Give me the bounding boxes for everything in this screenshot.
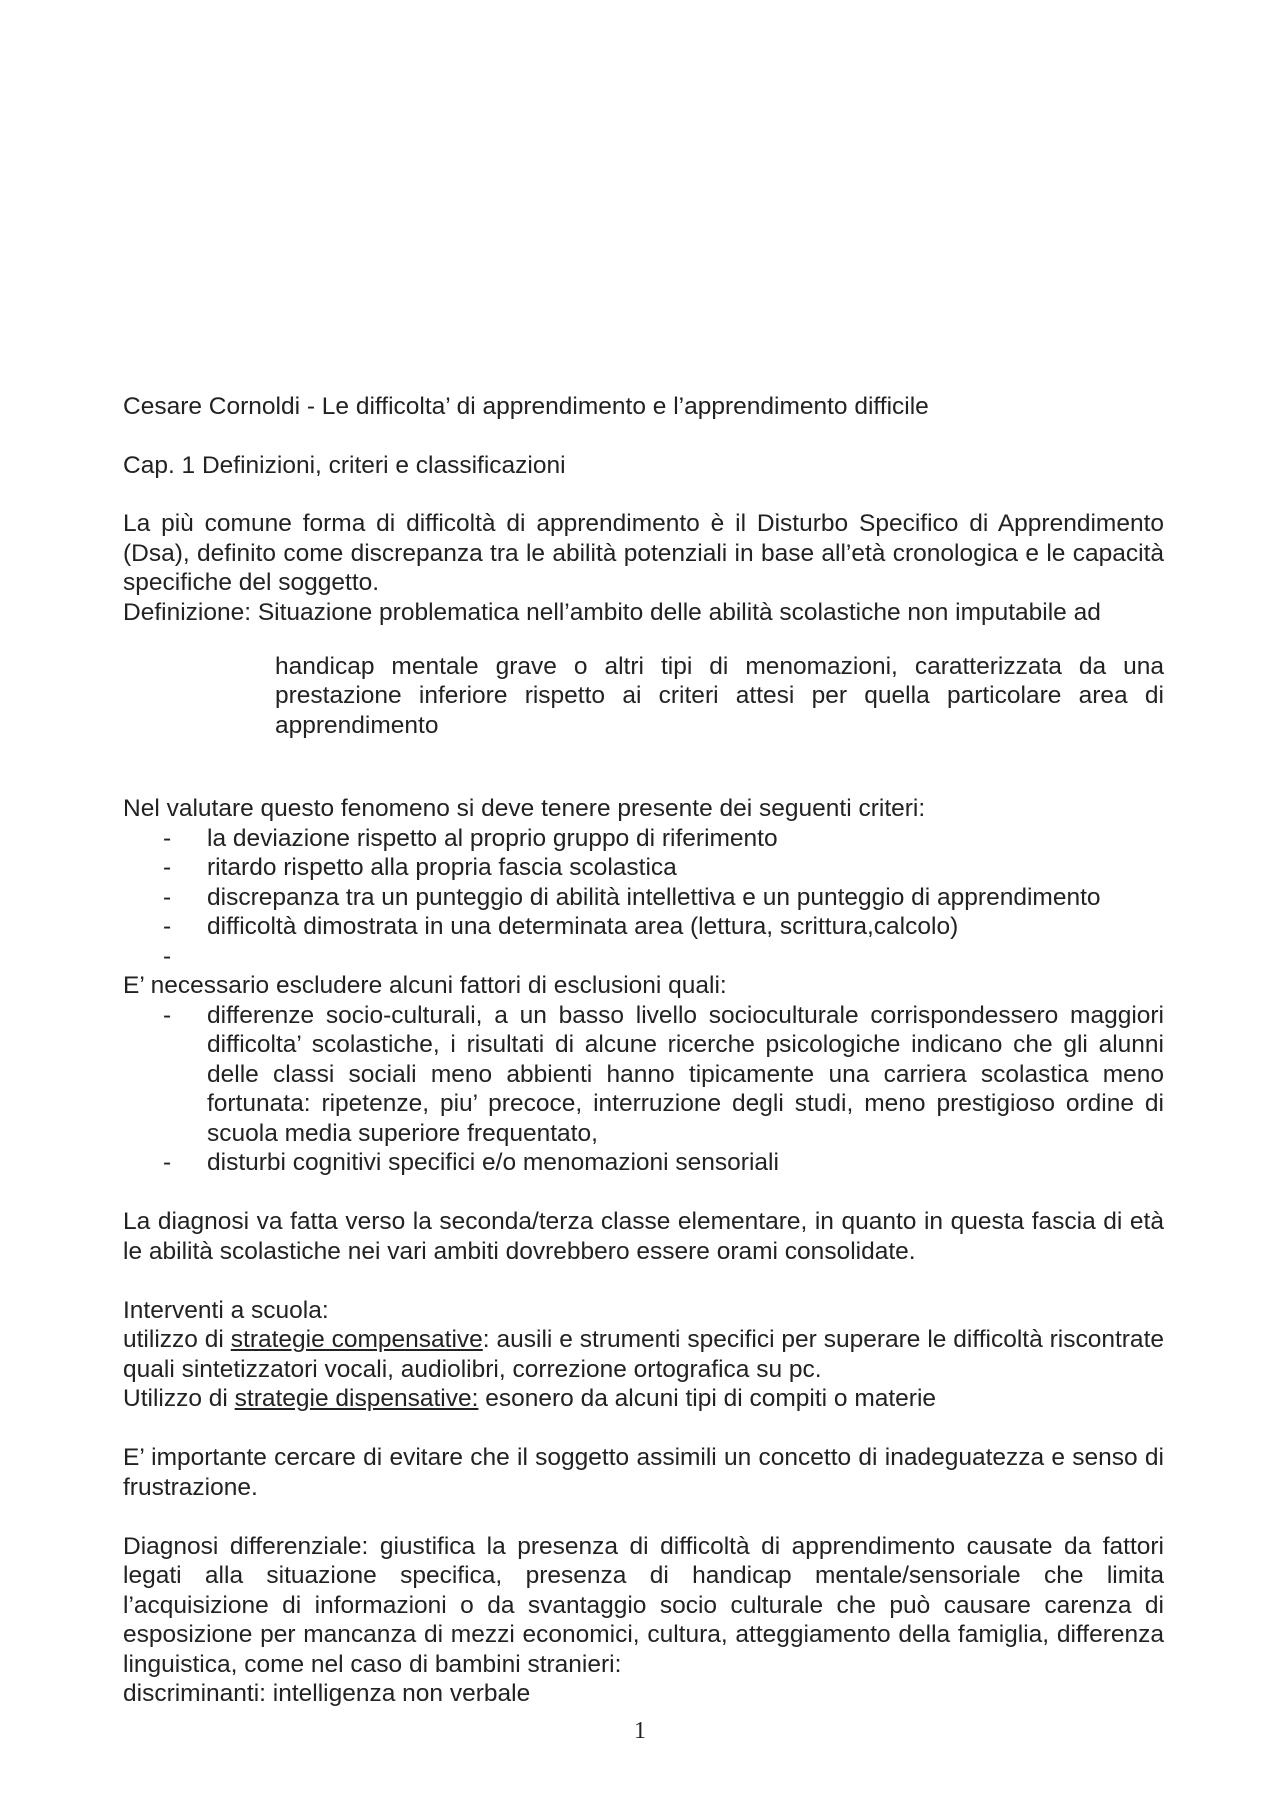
list-item	[123, 824, 1164, 854]
dash-bullet: -	[163, 854, 172, 881]
dispensative-text: esonero da alcuni tipi di compiti o materie	[485, 1385, 937, 1412]
list-item	[123, 1001, 1164, 1149]
page-number: 1	[634, 1718, 646, 1744]
definition-label: Definizione:	[123, 598, 252, 626]
dash-bullet: -	[163, 883, 172, 911]
list-item	[123, 883, 1164, 913]
list-item-text: differenze socio-culturali, a un basso livello socioculturale corrispondessero maggiori difficolta’ scolastiche, i risultati di alcune ricerche psicologiche indicano che gli alunni delle classi sociali meno abbienti hanno tipicamente una carriera scolastica meno fortunata: ripetenze, piu’ precoce, interruzione degli studi, meno prestigioso ordine di scuola media superiore frequentato,	[207, 1001, 1164, 1147]
list-item-text: la deviazione rispetto al proprio gruppo di riferimento	[207, 824, 778, 852]
dash-bullet: -	[163, 824, 172, 852]
dash-bullet: -	[163, 913, 172, 940]
list-item-text: difficoltà dimostrata in una determinata area (lettura, scrittura,calcolo)	[207, 913, 959, 940]
list-item-text: disturbi cognitivi specifici e/o menomazioni sensoriali	[207, 1149, 779, 1176]
criteria-intro: Nel valutare questo fenomeno si deve tenere presente dei seguenti criteri:	[123, 795, 926, 822]
criteria-list	[123, 824, 1164, 972]
list-item-text: ritardo rispetto alla propria fascia scolastica	[207, 854, 677, 881]
document-title: Cesare Cornoldi - Le difficolta’ di apprendimento e l’apprendimento difficile	[123, 393, 929, 420]
dash-bullet: -	[163, 1149, 172, 1176]
intro-paragraph: La più comune forma di difficoltà di apprendimento è il Disturbo Specifico di Apprendimento (Dsa), definito come discrepanza tra le abilità potenziali in base all’età cronologica e le capacità specifiche del soggetto.	[123, 510, 1164, 596]
discriminants-line: discriminanti: intelligenza non verbale	[123, 1680, 531, 1707]
definition-first-line	[123, 598, 1164, 628]
dispensative-paragraph	[123, 1384, 1164, 1414]
list-item	[123, 853, 1164, 883]
list-item-text	[207, 942, 1164, 972]
important-paragraph: E’ importante cercare di evitare che il soggetto assimili un concetto di inadeguatezza e senso di frustrazione.	[123, 1444, 1164, 1501]
definition-block	[123, 598, 1164, 741]
list-item-text: discrepanza tra un punteggio di abilità intellettiva e un punteggio di apprendimento	[207, 883, 1101, 911]
exclusions-intro: E’ necessario escludere alcuni fattori di esclusioni quali:	[123, 972, 727, 999]
exclusions-list	[123, 1001, 1164, 1178]
definition-first-text: Situazione problematica nell’ambito delle abilità scolastiche non imputabile ad	[257, 598, 1101, 626]
compensative-term: strategie compensative	[230, 1326, 483, 1353]
compensative-text: : ausili e strumenti specifici per superare le difficoltà riscontrate quali sintetizzatori vocali, audiolibri, correzione ortografica su pc.	[123, 1326, 1164, 1383]
chapter-heading: Cap. 1 Definizioni, criteri e classificazioni	[123, 451, 566, 479]
diagnosis-paragraph: La diagnosi va fatta verso la seconda/terza classe elementare, in quanto in questa fascia di età le abilità scolastiche nei vari ambiti dovrebbero essere orami consolidate.	[123, 1208, 1164, 1265]
compensative-prefix: utilizzo di	[123, 1326, 224, 1353]
compensative-paragraph	[123, 1325, 1164, 1384]
page-content	[123, 392, 1164, 1709]
definition-continuation: handicap mentale grave o altri tipi di menomazioni, caratterizzata da una prestazione inferiore rispetto ai criteri attesi per quella particolare area di apprendimento	[275, 652, 1164, 739]
dispensative-prefix: Utilizzo di	[123, 1385, 228, 1412]
differential-paragraph: Diagnosi differenziale: giustifica la presenza di difficoltà di apprendimento causate da fattori legati alla situazione specifica, presenza di handicap mentale/sensoriale che limita l’acquisizione di informazioni o da svantaggio socio culturale che può causare carenza di esposizione per mancanza di mezzi economici, cultura, atteggiamento della famiglia, differenza linguistica, come nel caso di bambini stranieri:	[123, 1532, 1164, 1678]
list-item	[123, 912, 1164, 942]
dash-bullet: -	[163, 1001, 172, 1029]
list-item	[123, 942, 1164, 972]
list-item	[123, 1148, 1164, 1178]
interventions-heading: Interventi a scuola:	[123, 1296, 329, 1324]
dash-bullet: -	[163, 942, 172, 970]
dispensative-term: strategie dispensative:	[234, 1385, 479, 1412]
